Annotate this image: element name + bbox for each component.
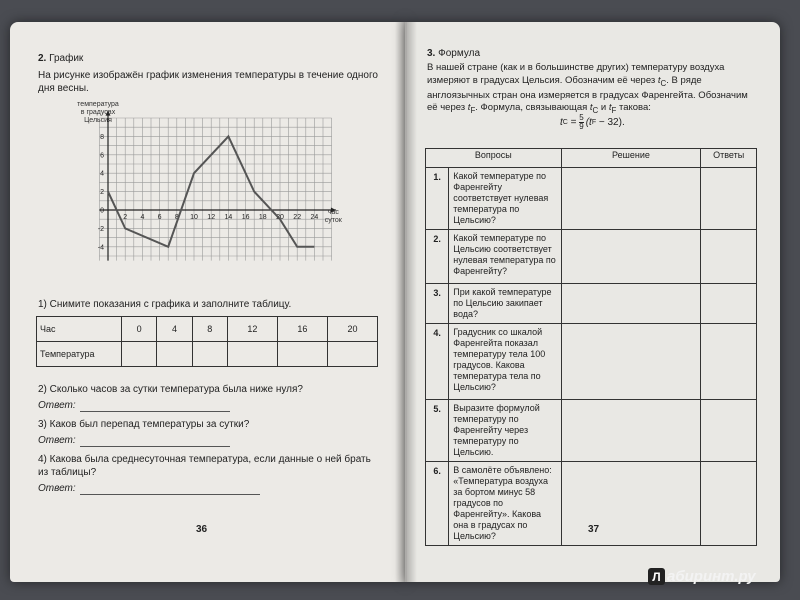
watermark-logo: Л [648, 568, 665, 585]
formula-lhs-sub: C [562, 119, 568, 126]
hour-cell: 12 [227, 317, 277, 342]
y-tick-label: 8 [100, 133, 104, 141]
solution-cell[interactable] [561, 324, 701, 400]
hour-temperature-table [36, 316, 378, 367]
row-head-hour: Час [37, 317, 122, 342]
hour-cell: 0 [122, 317, 157, 342]
answer-label: Ответ: [38, 483, 76, 494]
y-tick-label: 4 [100, 170, 104, 178]
x-tick-label: 2 [123, 214, 128, 221]
x-axis-label-line: суток [324, 217, 342, 224]
watermark-text: абиринт.ру [667, 568, 756, 585]
formula-rest: − 32). [596, 117, 625, 128]
fraction-numerator: 5 [579, 113, 584, 122]
questions-table [425, 148, 757, 546]
question-4: 4) Какова была среднесуточная температура, если данные о ней брать из таблицы? [38, 454, 371, 478]
answer-line[interactable] [80, 401, 230, 412]
x-tick-label: 14 [224, 214, 233, 221]
table-row [426, 168, 757, 230]
row-question: Какой температуре по Цельсию соответствует нулевая температура по Фаренгейту? [449, 230, 561, 284]
hour-cell: 20 [327, 317, 377, 342]
graph-y-ticks [98, 134, 104, 251]
table-row [426, 400, 757, 462]
fraction-denominator: 9 [579, 122, 584, 131]
row-number: 3. [426, 284, 449, 324]
answer-cell[interactable] [701, 462, 757, 546]
x-tick-label: 20 [276, 214, 284, 221]
y-axis-label-line: в градусах [80, 109, 116, 116]
hour-cell: 4 [157, 317, 192, 342]
var-t: t [608, 102, 612, 114]
site-watermark [648, 568, 756, 585]
question-1: 1) Снимите показания с графика и заполните таблицу. [38, 299, 292, 310]
x-axis-label-line: час [327, 209, 339, 216]
conversion-formula [560, 114, 625, 131]
table-row [426, 324, 757, 400]
formula-fraction [579, 114, 583, 131]
x-tick-label: 18 [258, 214, 267, 221]
x-tick-label: 8 [174, 214, 179, 221]
sub-c: C [660, 78, 667, 88]
intro-text: такова: [616, 102, 651, 114]
temperature-graph [60, 100, 360, 280]
intro-text: В нашей стране (как и в большинстве других) температуру воздуха измеряют в градусах Цельсия. Обозначим её через [427, 62, 725, 86]
section-3-number: 3. [427, 48, 436, 59]
table-row [37, 342, 378, 367]
graph-grid [99, 118, 331, 261]
x-tick-label: 10 [190, 214, 198, 221]
page-number-left: 36 [196, 524, 208, 535]
header-solution: Решение [561, 149, 701, 168]
row-number: 5. [426, 400, 449, 462]
answer-label: Ответ: [38, 435, 76, 446]
table-row [426, 284, 757, 324]
formula-intro [427, 62, 757, 118]
y-tick-label: -2 [97, 225, 104, 233]
row-number: 6. [426, 462, 449, 546]
formula-open: (t [585, 117, 592, 128]
var-t: t [657, 74, 661, 86]
answer-line[interactable] [80, 484, 260, 495]
answer-cell[interactable] [701, 168, 757, 230]
row-number: 4. [426, 324, 449, 400]
table-row [426, 230, 757, 284]
x-tick-label: 4 [140, 214, 145, 221]
section-3-title: Формула [438, 48, 481, 59]
header-answers: Ответы [701, 149, 757, 168]
section-2-number: 2. [38, 53, 47, 64]
answer-cell[interactable] [701, 324, 757, 400]
solution-cell[interactable] [561, 462, 701, 546]
y-axis-label-line: температура [77, 101, 119, 108]
answer-line[interactable] [80, 436, 230, 447]
var-t: t [589, 102, 593, 114]
answer-cell[interactable] [701, 400, 757, 462]
intro-text: . Формула, связывающая [475, 102, 590, 114]
solution-cell[interactable] [561, 400, 701, 462]
row-question: Выразите формулой температуру по Фаренгейту через температуру по Цельсию. [449, 400, 561, 462]
formula-eq: = [567, 117, 580, 128]
row-question: В самолёте объявлено: «Температура воздуха за бортом минус 58 градусов по Фаренгейту». Какова она в градусах по Цельсию? [449, 462, 561, 546]
answer-2 [38, 399, 230, 412]
formula-lhs: t [560, 117, 563, 128]
page-number-right: 37 [588, 524, 600, 535]
x-tick-label: 12 [207, 214, 216, 221]
sub-f: F [470, 106, 476, 116]
answer-3 [38, 434, 230, 447]
hour-cell: 16 [277, 317, 327, 342]
temperature-cell[interactable] [227, 342, 277, 367]
row-question: Градусник со шкалой Фаренгейта показал температуру тела 100 градусов. Какова температура тела по Цельсию? [449, 324, 561, 400]
y-tick-label: 6 [100, 152, 104, 160]
y-tick-label: 0 [100, 207, 104, 215]
answer-label: Ответ: [38, 400, 76, 411]
sub-c: C [592, 106, 599, 116]
temperature-cell[interactable] [327, 342, 377, 367]
question-3: 3) Каков был перепад температуры за сутки? [38, 419, 250, 430]
row-number: 1. [426, 168, 449, 230]
graph-intro: На рисунке изображён график изменения температуры в течение одного дня весны. [38, 70, 378, 94]
x-axis-label [325, 209, 343, 224]
solution-cell[interactable] [561, 284, 701, 324]
row-number: 2. [426, 230, 449, 284]
x-tick-label: 6 [157, 214, 162, 221]
answer-cell[interactable] [701, 230, 757, 284]
answer-cell[interactable] [701, 284, 757, 324]
table-header-row [426, 149, 757, 168]
formula-sub-f: F [591, 119, 597, 126]
y-axis-label [77, 101, 119, 124]
temperature-cell[interactable] [122, 342, 157, 367]
x-tick-label: 22 [293, 214, 302, 221]
table-row [37, 317, 378, 342]
intro-text: и [598, 102, 609, 114]
sub-f: F [611, 106, 617, 116]
solution-cell[interactable] [561, 230, 701, 284]
y-axis-label-line: Цельсия [84, 117, 112, 124]
solution-cell[interactable] [561, 168, 701, 230]
row-question: Какой температуре по Фаренгейту соответствует нулевая температура по Цельсию? [449, 168, 561, 230]
intro-text: . В ряде англоязычных стран она измеряется в градусах Фаренгейта. Обозначим её через [427, 74, 748, 114]
temperature-cell[interactable] [192, 342, 227, 367]
graph-x-ticks [123, 214, 318, 221]
section-3-heading [427, 48, 480, 59]
row-head-temperature: Температура [37, 342, 122, 367]
answer-4 [38, 482, 260, 495]
hour-cell: 8 [192, 317, 227, 342]
var-t: t [467, 102, 471, 114]
x-tick-label: 24 [310, 214, 319, 221]
y-tick-label: 2 [100, 189, 104, 197]
section-2-heading [38, 53, 83, 64]
y-tick-label: -4 [97, 244, 104, 252]
book-gutter [395, 22, 417, 582]
x-tick-label: 16 [241, 214, 250, 221]
header-questions: Вопросы [426, 149, 562, 168]
section-2-title: График [49, 53, 84, 64]
row-question: При какой температуре по Цельсию закипает вода? [449, 284, 561, 324]
question-2: 2) Сколько часов за сутки температура была ниже нуля? [38, 384, 303, 395]
temperature-cell[interactable] [277, 342, 327, 367]
graph-axes [99, 111, 336, 261]
temperature-cell[interactable] [157, 342, 192, 367]
